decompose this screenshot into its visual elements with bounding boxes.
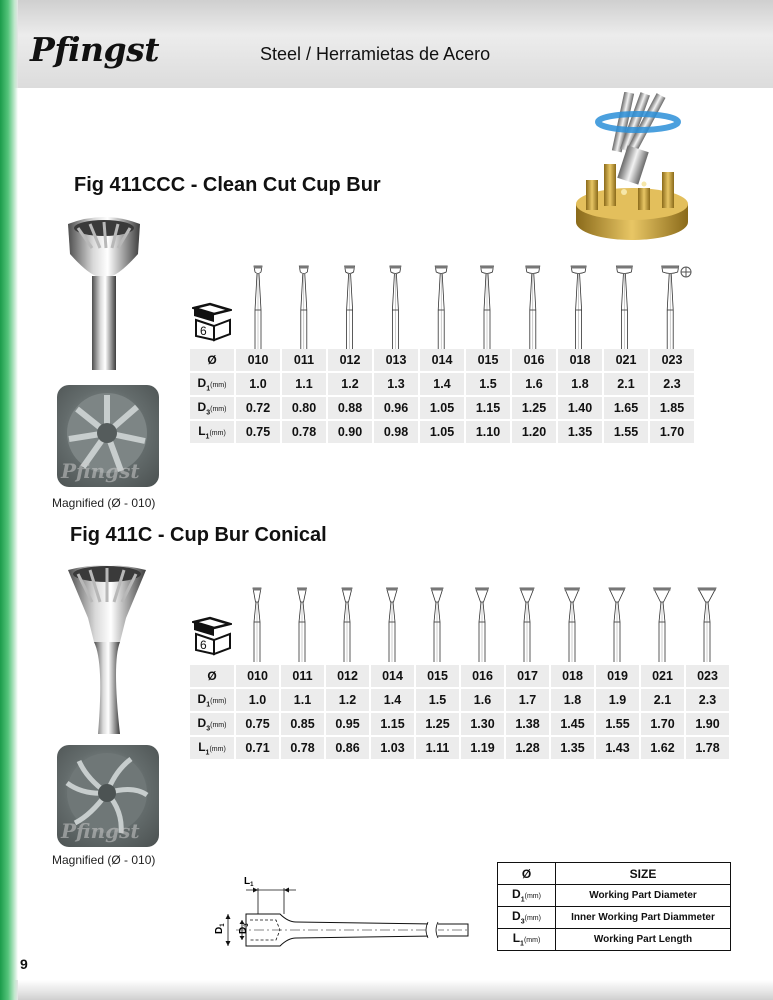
cell-d3-10: 1.90: [686, 713, 729, 735]
cell-d3-2: 0.95: [326, 713, 369, 735]
cell-d3-5: 1.15: [466, 397, 510, 419]
cell-dia-2: 012: [326, 665, 369, 687]
l1-label-2: $L_1(mm)$: [190, 737, 234, 759]
cell-d1-7: 1.8: [558, 373, 602, 395]
legend-value-l1: Working Part Length: [556, 929, 731, 951]
l1-label: $L_1(mm)$: [190, 421, 234, 443]
bur-drawing-3: [390, 266, 401, 350]
bur-drawing-9: [662, 266, 679, 350]
section2-bur-size-drawings: [236, 584, 736, 662]
diagram-d3-label: $D_3$: [238, 923, 250, 934]
cell-d3-5: 1.30: [461, 713, 504, 735]
bur-drawing-6: [526, 266, 540, 350]
legend-key-d1: $D_1(mm)$: [498, 885, 556, 907]
bur-drawing-8: [609, 588, 625, 662]
d1-label-2: $D_1(mm)$: [190, 689, 234, 711]
cell-d1-5: 1.5: [466, 373, 510, 395]
cell-dia-8: 019: [596, 665, 639, 687]
cell-l1-3: 0.98: [374, 421, 418, 443]
cell-dia-9: 023: [650, 349, 694, 371]
cell-l1-9: 1.62: [641, 737, 684, 759]
diameter-label: Ø: [190, 349, 234, 371]
brand-logo: Pfingst: [30, 30, 159, 69]
cell-l1-2: 0.86: [326, 737, 369, 759]
dimension-diagram: [206, 872, 476, 952]
bur-in-use-illustration: [574, 92, 690, 248]
legend-value-size: SIZE: [556, 863, 731, 885]
d1-label: $D_1(mm)$: [190, 373, 234, 395]
d3-label: $D_3(mm)$: [190, 397, 234, 419]
section2-spec-table: [188, 663, 731, 761]
legend-row: [498, 929, 731, 951]
cell-d1-1: 1.1: [282, 373, 326, 395]
cell-l1-7: 1.35: [558, 421, 602, 443]
cell-dia-1: 011: [282, 349, 326, 371]
bur-drawing-0: [254, 266, 262, 350]
cell-dia-8: 021: [604, 349, 648, 371]
magnified-watermark: Pfingst: [61, 459, 140, 483]
cell-d3-3: 0.96: [374, 397, 418, 419]
bur-drawing-2: [342, 588, 352, 662]
bur-drawing-6: [520, 588, 534, 662]
cell-d3-7: 1.40: [558, 397, 602, 419]
cell-d3-1: 0.80: [282, 397, 326, 419]
target-icon: [680, 266, 692, 278]
cell-l1-6: 1.28: [506, 737, 549, 759]
box-quantity-icon-2: [192, 616, 232, 656]
table-row-d3: [190, 713, 729, 735]
cell-dia-9: 021: [641, 665, 684, 687]
bur-drawing-1: [298, 588, 307, 662]
cell-l1-8: 1.55: [604, 421, 648, 443]
cell-d3-4: 1.25: [416, 713, 459, 735]
conical-cup-bur-photo: [64, 562, 150, 734]
cell-l1-7: 1.35: [551, 737, 594, 759]
cell-l1-5: 1.10: [466, 421, 510, 443]
diameter-label-2: Ø: [190, 665, 234, 687]
cell-l1-8: 1.43: [596, 737, 639, 759]
bur-drawing-8: [616, 266, 632, 350]
cell-d3-8: 1.55: [596, 713, 639, 735]
section1-caption: Magnified (Ø - 010): [52, 496, 156, 510]
cell-d1-8: 2.1: [604, 373, 648, 395]
bur-drawing-7: [571, 266, 586, 350]
cell-d3-9: 1.70: [641, 713, 684, 735]
cell-dia-7: 018: [551, 665, 594, 687]
cell-dia-10: 023: [686, 665, 729, 687]
section1-bur-size-drawings: [236, 262, 696, 350]
table-row-l1: [190, 421, 694, 443]
bur-drawing-0: [253, 588, 261, 662]
cell-d1-2: 1.2: [328, 373, 372, 395]
cell-d1-9: 2.1: [641, 689, 684, 711]
bur-drawing-4: [435, 266, 447, 350]
cell-d1-3: 1.3: [374, 373, 418, 395]
cell-l1-6: 1.20: [512, 421, 556, 443]
table-row-d1: [190, 373, 694, 395]
cell-d1-4: 1.4: [420, 373, 464, 395]
clean-cut-cup-bur-photo: [62, 214, 146, 370]
cell-dia-4: 014: [420, 349, 464, 371]
box-quantity-label-2: 6: [200, 638, 207, 652]
cell-d3-1: 0.85: [281, 713, 324, 735]
table-row-d1: [190, 689, 729, 711]
footer-band: [0, 980, 773, 1000]
bur-drawing-5: [476, 588, 489, 662]
cell-l1-1: 0.78: [282, 421, 326, 443]
bur-drawing-10: [698, 588, 716, 662]
cell-dia-5: 015: [466, 349, 510, 371]
cell-d1-1: 1.1: [281, 689, 324, 711]
d3-label-2: $D_3(mm)$: [190, 713, 234, 735]
cell-dia-1: 011: [281, 665, 324, 687]
legend-row: [498, 907, 731, 929]
cell-d3-0: 0.75: [236, 713, 279, 735]
legend-row: [498, 863, 731, 885]
legend-key-size: Ø: [498, 863, 556, 885]
box-quantity-icon: [192, 302, 232, 342]
magnified-conical-bur-image: [57, 745, 159, 847]
section2-title: Fig 411C - Cup Bur Conical: [70, 524, 327, 546]
cell-dia-5: 016: [461, 665, 504, 687]
cell-l1-4: 1.05: [420, 421, 464, 443]
cell-d1-6: 1.7: [506, 689, 549, 711]
bur-drawing-5: [481, 266, 494, 350]
diagram-d1-label: $D_1$: [214, 923, 226, 934]
table-row-diameter: [190, 665, 729, 687]
cell-d1-10: 2.3: [686, 689, 729, 711]
legend-key-d3: $D_3(mm)$: [498, 907, 556, 929]
cell-d3-4: 1.05: [420, 397, 464, 419]
header-title: Steel / Herramietas de Acero: [260, 44, 491, 64]
magnified-watermark-2: Pfingst: [61, 819, 140, 843]
legend-key-l1: $L_1(mm)$: [498, 929, 556, 951]
legend-table: [497, 862, 731, 951]
cell-dia-7: 018: [558, 349, 602, 371]
legend-value-d3: Inner Working Part Diammeter: [556, 907, 731, 929]
bur-drawing-3: [387, 588, 398, 662]
cell-l1-0: 0.71: [236, 737, 279, 759]
cell-d3-6: 1.25: [512, 397, 556, 419]
cell-d3-3: 1.15: [371, 713, 414, 735]
cell-dia-2: 012: [328, 349, 372, 371]
diagram-l1-label: $L_1$: [244, 876, 254, 888]
cell-l1-9: 1.70: [650, 421, 694, 443]
cell-dia-3: 013: [374, 349, 418, 371]
cell-d1-2: 1.2: [326, 689, 369, 711]
cell-dia-6: 017: [506, 665, 549, 687]
cell-d1-0: 1.0: [236, 373, 280, 395]
page-number: 9: [20, 956, 28, 972]
cell-d1-9: 2.3: [650, 373, 694, 395]
bur-drawing-4: [431, 588, 443, 662]
cell-d3-7: 1.45: [551, 713, 594, 735]
cell-l1-10: 1.78: [686, 737, 729, 759]
page-header: [0, 0, 773, 88]
green-sidebar: [0, 0, 18, 1000]
cell-d3-8: 1.65: [604, 397, 648, 419]
cell-dia-0: 010: [236, 349, 280, 371]
cell-dia-6: 016: [512, 349, 556, 371]
section1-title: Fig 411CCC - Clean Cut Cup Bur: [74, 174, 381, 196]
section1-spec-table: [188, 347, 696, 445]
cell-d1-0: 1.0: [236, 689, 279, 711]
table-row-diameter: [190, 349, 694, 371]
table-row-l1: [190, 737, 729, 759]
cell-d3-6: 1.38: [506, 713, 549, 735]
cell-dia-4: 015: [416, 665, 459, 687]
section2-caption: Magnified (Ø - 010): [52, 853, 156, 867]
cell-d1-5: 1.6: [461, 689, 504, 711]
cell-d3-9: 1.85: [650, 397, 694, 419]
cell-l1-1: 0.78: [281, 737, 324, 759]
bur-drawing-2: [345, 266, 355, 350]
bur-drawing-7: [565, 588, 580, 662]
cell-l1-0: 0.75: [236, 421, 280, 443]
legend-value-d1: Working Part Diameter: [556, 885, 731, 907]
cell-l1-3: 1.03: [371, 737, 414, 759]
table-row-d3: [190, 397, 694, 419]
cell-l1-2: 0.90: [328, 421, 372, 443]
cell-d1-4: 1.5: [416, 689, 459, 711]
cell-d1-3: 1.4: [371, 689, 414, 711]
bur-drawing-9: [654, 588, 671, 662]
cell-dia-0: 010: [236, 665, 279, 687]
cell-d1-7: 1.8: [551, 689, 594, 711]
cell-dia-3: 014: [371, 665, 414, 687]
cell-d3-0: 0.72: [236, 397, 280, 419]
bur-drawing-1: [299, 266, 308, 350]
box-quantity-label: 6: [200, 324, 207, 338]
cell-l1-4: 1.11: [416, 737, 459, 759]
magnified-cup-bur-image: [57, 385, 159, 487]
cell-d1-6: 1.6: [512, 373, 556, 395]
cell-d1-8: 1.9: [596, 689, 639, 711]
legend-row: [498, 885, 731, 907]
cell-l1-5: 1.19: [461, 737, 504, 759]
cell-d3-2: 0.88: [328, 397, 372, 419]
